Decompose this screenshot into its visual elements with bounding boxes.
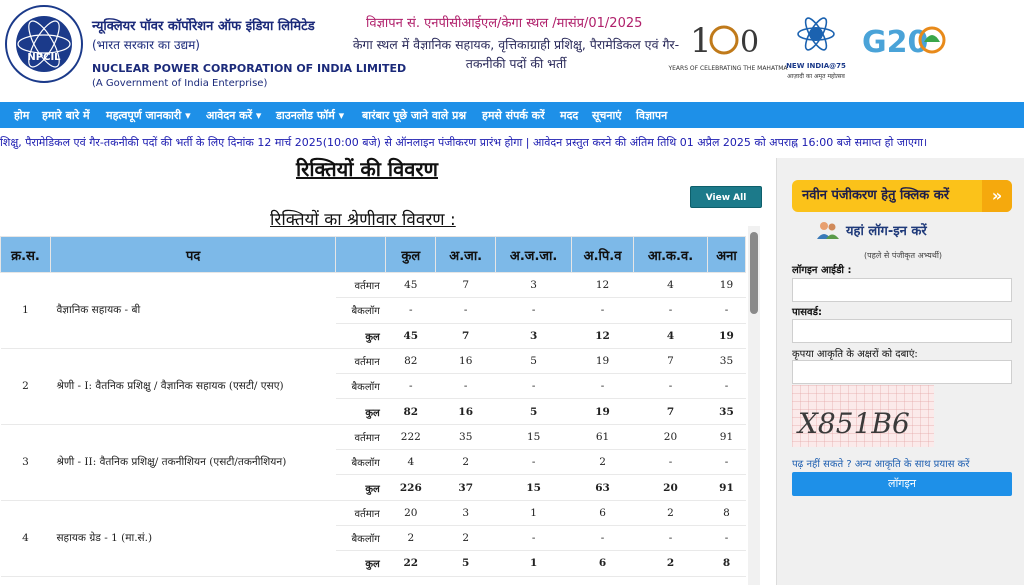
table-row	[1, 273, 746, 298]
nav-home[interactable]: होम	[14, 109, 30, 122]
table-row	[1, 348, 746, 373]
cell-type: बैकलॉग	[336, 374, 386, 399]
org-subtitle-english: (A Government of India Enterprise)	[92, 78, 268, 89]
new-registration-button[interactable]: नवीन पंजीकरण हेतु क्लिक करें	[792, 180, 1012, 212]
cell-value: 7	[436, 323, 496, 348]
cell-value: -	[496, 450, 572, 475]
cell-value: 2	[634, 500, 708, 525]
advertisement-number: विज्ञापन सं. एनपीसीआईएल/केगा स्थल /मासंप्र/01/2025	[366, 16, 643, 31]
cell-value: 35	[707, 348, 745, 373]
cell-type: कुल	[336, 323, 386, 348]
cell-type: बैकलॉग	[336, 450, 386, 475]
npcil-logo[interactable]	[2, 2, 86, 94]
cell-post: वैज्ञानिक सहायक - बी	[50, 273, 335, 349]
view-all-button[interactable]: View All	[690, 186, 762, 208]
cell-value: -	[572, 374, 634, 399]
nav-important-info[interactable]: महत्वपूर्ण जानकारी ▾	[106, 109, 191, 122]
org-name-english: NUCLEAR POWER CORPORATION OF INDIA LIMITED	[92, 62, 407, 75]
cell-value: -	[707, 525, 745, 550]
cell-type: कुल	[336, 399, 386, 424]
cell-value: -	[707, 450, 745, 475]
users-icon	[816, 220, 840, 240]
cell-value: 3	[496, 323, 572, 348]
logo-india-sub: आज़ादी का अमृत महोत्सव	[787, 73, 845, 80]
cell-value: 45	[386, 273, 436, 298]
header-ur: अना	[707, 237, 745, 273]
cell-value: 19	[707, 323, 745, 348]
header-sn: क्र.स.	[1, 237, 51, 273]
cell-value: 2	[572, 450, 634, 475]
cell-post: श्रेणी - I: वैतनिक प्रशिक्षु / वैज्ञानिक सहायक (एसटी/ एसए)	[50, 348, 335, 424]
cell-value: 20	[386, 500, 436, 525]
vacancy-table	[0, 236, 746, 577]
nav-advertisement[interactable]: विज्ञापन	[636, 109, 668, 122]
scrollbar-thumb[interactable]	[750, 232, 758, 314]
cell-value: 6	[572, 551, 634, 576]
cell-value: -	[496, 525, 572, 550]
login-id-input[interactable]	[792, 278, 1012, 302]
captcha-label: कृपया आकृति के अक्षरों को दबाएं:	[792, 349, 918, 360]
cell-type: बैकलॉग	[336, 298, 386, 323]
org-name-hindi: न्यूक्लियर पॉवर कॉर्पोरेशन ऑफ इंडिया लिमिटेड	[92, 19, 315, 34]
header-sc: अ.जा.	[436, 237, 496, 273]
header-obc: अ.पि.व	[572, 237, 634, 273]
cell-post: सहायक ग्रेड - 1 (मा.सं.)	[50, 500, 335, 576]
login-button[interactable]: लॉगइन	[792, 472, 1012, 496]
cell-value: 15	[496, 424, 572, 449]
cell-value: 16	[436, 348, 496, 373]
cell-type: कुल	[336, 551, 386, 576]
cell-value: 12	[572, 323, 634, 348]
logo-text: NPCIL	[27, 52, 61, 63]
logo150-text: YEARS OF CELEBRATING THE MAHATMA	[668, 65, 788, 72]
advertisement-title: केगा स्थल में वैज्ञानिक सहायक, वृत्तिकाग्राही प्रशिक्षु, पैरामेडिकल एवं गैर-तकनीकी पदों की भर्ती	[352, 37, 680, 71]
header-post: पद	[50, 237, 335, 273]
cell-value: 1	[496, 551, 572, 576]
ticker-text[interactable]: शिक्षु, पैरामेडिकल एवं गैर-तकनीकी पदों की भर्ती के लिए दिनांक 12 मार्च 2025(10:00 बजे) से ऑनलाइन पंजीकरण प्रारंभ होगा | आवेदन प्रस्तुत करने की अंतिम तिथि 01 अप्रैल 2025 को अपराह्न 16:00 बजे समाप्त हो जाएगा।	[0, 136, 928, 149]
header-st: अ.ज.जा.	[496, 237, 572, 273]
cell-value: -	[386, 298, 436, 323]
cell-type: कुल	[336, 475, 386, 500]
cell-value: 222	[386, 424, 436, 449]
login-hint: (पहले से पंजीकृत अभ्यर्थी)	[864, 251, 943, 260]
cell-value: 19	[707, 273, 745, 298]
nav-notices[interactable]: सूचनाएं	[592, 109, 622, 122]
cell-value: 20	[634, 475, 708, 500]
cell-value: -	[634, 298, 708, 323]
nav-apply[interactable]: आवेदन करें ▾	[206, 109, 262, 122]
captcha-text: X851B6	[798, 407, 910, 440]
g20-text: G20	[862, 25, 929, 60]
cell-value: -	[436, 298, 496, 323]
cell-value: 12	[572, 273, 634, 298]
logo-india-text: NEW INDIA@75	[786, 62, 846, 70]
nav-about-us[interactable]: हमारे बारे में	[42, 109, 90, 122]
nav-faq[interactable]: बारंबार पूछे जाने वाले प्रश्न	[362, 109, 467, 122]
login-id-label: लॉगइन आईडी :	[792, 265, 852, 276]
cell-value: -	[572, 298, 634, 323]
cell-value: 4	[634, 273, 708, 298]
captcha-retry-link[interactable]: पढ़ नहीं सकते ? अन्य आकृति के साथ प्रयास करें	[792, 459, 970, 470]
cell-value: 19	[572, 399, 634, 424]
cell-type: बैकलॉग	[336, 525, 386, 550]
cell-value: 82	[386, 399, 436, 424]
header-total: कुल	[386, 237, 436, 273]
cell-value: 35	[707, 399, 745, 424]
section-subtitle: रिक्तियों का श्रेणीवार विवरण :	[270, 210, 456, 230]
cell-value: 16	[436, 399, 496, 424]
cell-value: 2	[436, 525, 496, 550]
password-label: पासवर्ड:	[792, 307, 822, 318]
cell-value: 6	[572, 500, 634, 525]
nav-download-forms[interactable]: डाउनलोड फॉर्म ▾	[276, 109, 345, 122]
cell-value: 5	[496, 348, 572, 373]
cell-value: 82	[386, 348, 436, 373]
cell-value: 2	[634, 551, 708, 576]
password-input[interactable]	[792, 319, 1012, 343]
cell-sn: 3	[1, 424, 51, 500]
cell-value: 5	[436, 551, 496, 576]
cell-value: 91	[707, 424, 745, 449]
cell-sn: 1	[1, 273, 51, 349]
cell-value: 19	[572, 348, 634, 373]
cell-value: -	[634, 450, 708, 475]
cell-value: -	[572, 525, 634, 550]
cell-value: 37	[436, 475, 496, 500]
cell-value: -	[436, 374, 496, 399]
cell-type: वर्तमान	[336, 348, 386, 373]
cell-value: 22	[386, 551, 436, 576]
cell-sn: 4	[1, 500, 51, 576]
cell-value: 8	[707, 551, 745, 576]
cell-value: -	[386, 374, 436, 399]
cell-value: 5	[496, 399, 572, 424]
svg-text:0: 0	[740, 25, 760, 60]
cell-value: -	[496, 374, 572, 399]
login-title: यहां लॉग-इन करें	[846, 224, 927, 239]
double-chevron-right-icon[interactable]: »	[982, 180, 1012, 212]
cell-value: 91	[707, 475, 745, 500]
site-header	[0, 0, 1024, 102]
cell-value: 4	[634, 323, 708, 348]
cell-value: 61	[572, 424, 634, 449]
nav-contact-us[interactable]: हमसे संपर्क करें	[482, 109, 545, 122]
news-ticker	[0, 128, 1024, 154]
cell-value: 8	[707, 500, 745, 525]
cell-value: 3	[496, 273, 572, 298]
cell-type: वर्तमान	[336, 424, 386, 449]
cell-value: 226	[386, 475, 436, 500]
cell-value: 20	[634, 424, 708, 449]
table-header-row	[1, 237, 746, 273]
cell-value: 2	[436, 450, 496, 475]
captcha-image	[792, 385, 934, 447]
cell-sn: 2	[1, 348, 51, 424]
cell-value: 2	[386, 525, 436, 550]
table-row	[1, 500, 746, 525]
captcha-input[interactable]	[792, 360, 1012, 384]
cell-value: 35	[436, 424, 496, 449]
cell-value: 7	[634, 399, 708, 424]
nav-help[interactable]: मदद	[560, 109, 579, 122]
cell-value: -	[634, 525, 708, 550]
cell-value: 7	[436, 273, 496, 298]
header-ews: आ.क.व.	[634, 237, 708, 273]
cell-value: 1	[496, 500, 572, 525]
cell-post: श्रेणी - II: वैतनिक प्रशिक्षु/ तकनीशियन (एसटी/तकनीशियन)	[50, 424, 335, 500]
new-india-logo	[776, 12, 856, 88]
header-type	[336, 237, 386, 273]
cell-value: 4	[386, 450, 436, 475]
svg-text:1: 1	[690, 21, 712, 61]
org-subtitle-hindi: (भारत सरकार का उद्यम)	[92, 38, 200, 52]
table-row	[1, 424, 746, 449]
cell-type: वर्तमान	[336, 273, 386, 298]
g20-logo	[862, 16, 948, 76]
cell-value: 7	[634, 348, 708, 373]
gandhi-150-logo	[668, 14, 788, 84]
cell-value: -	[634, 374, 708, 399]
cell-value: 63	[572, 475, 634, 500]
cell-type: वर्तमान	[336, 500, 386, 525]
cell-value: -	[707, 298, 745, 323]
cell-value: -	[496, 298, 572, 323]
page-title: रिक्तियों की विवरण	[296, 157, 438, 181]
main-navigation	[0, 102, 1024, 128]
cell-value: 15	[496, 475, 572, 500]
cell-value: 45	[386, 323, 436, 348]
cell-value: 3	[436, 500, 496, 525]
cell-value: -	[707, 374, 745, 399]
